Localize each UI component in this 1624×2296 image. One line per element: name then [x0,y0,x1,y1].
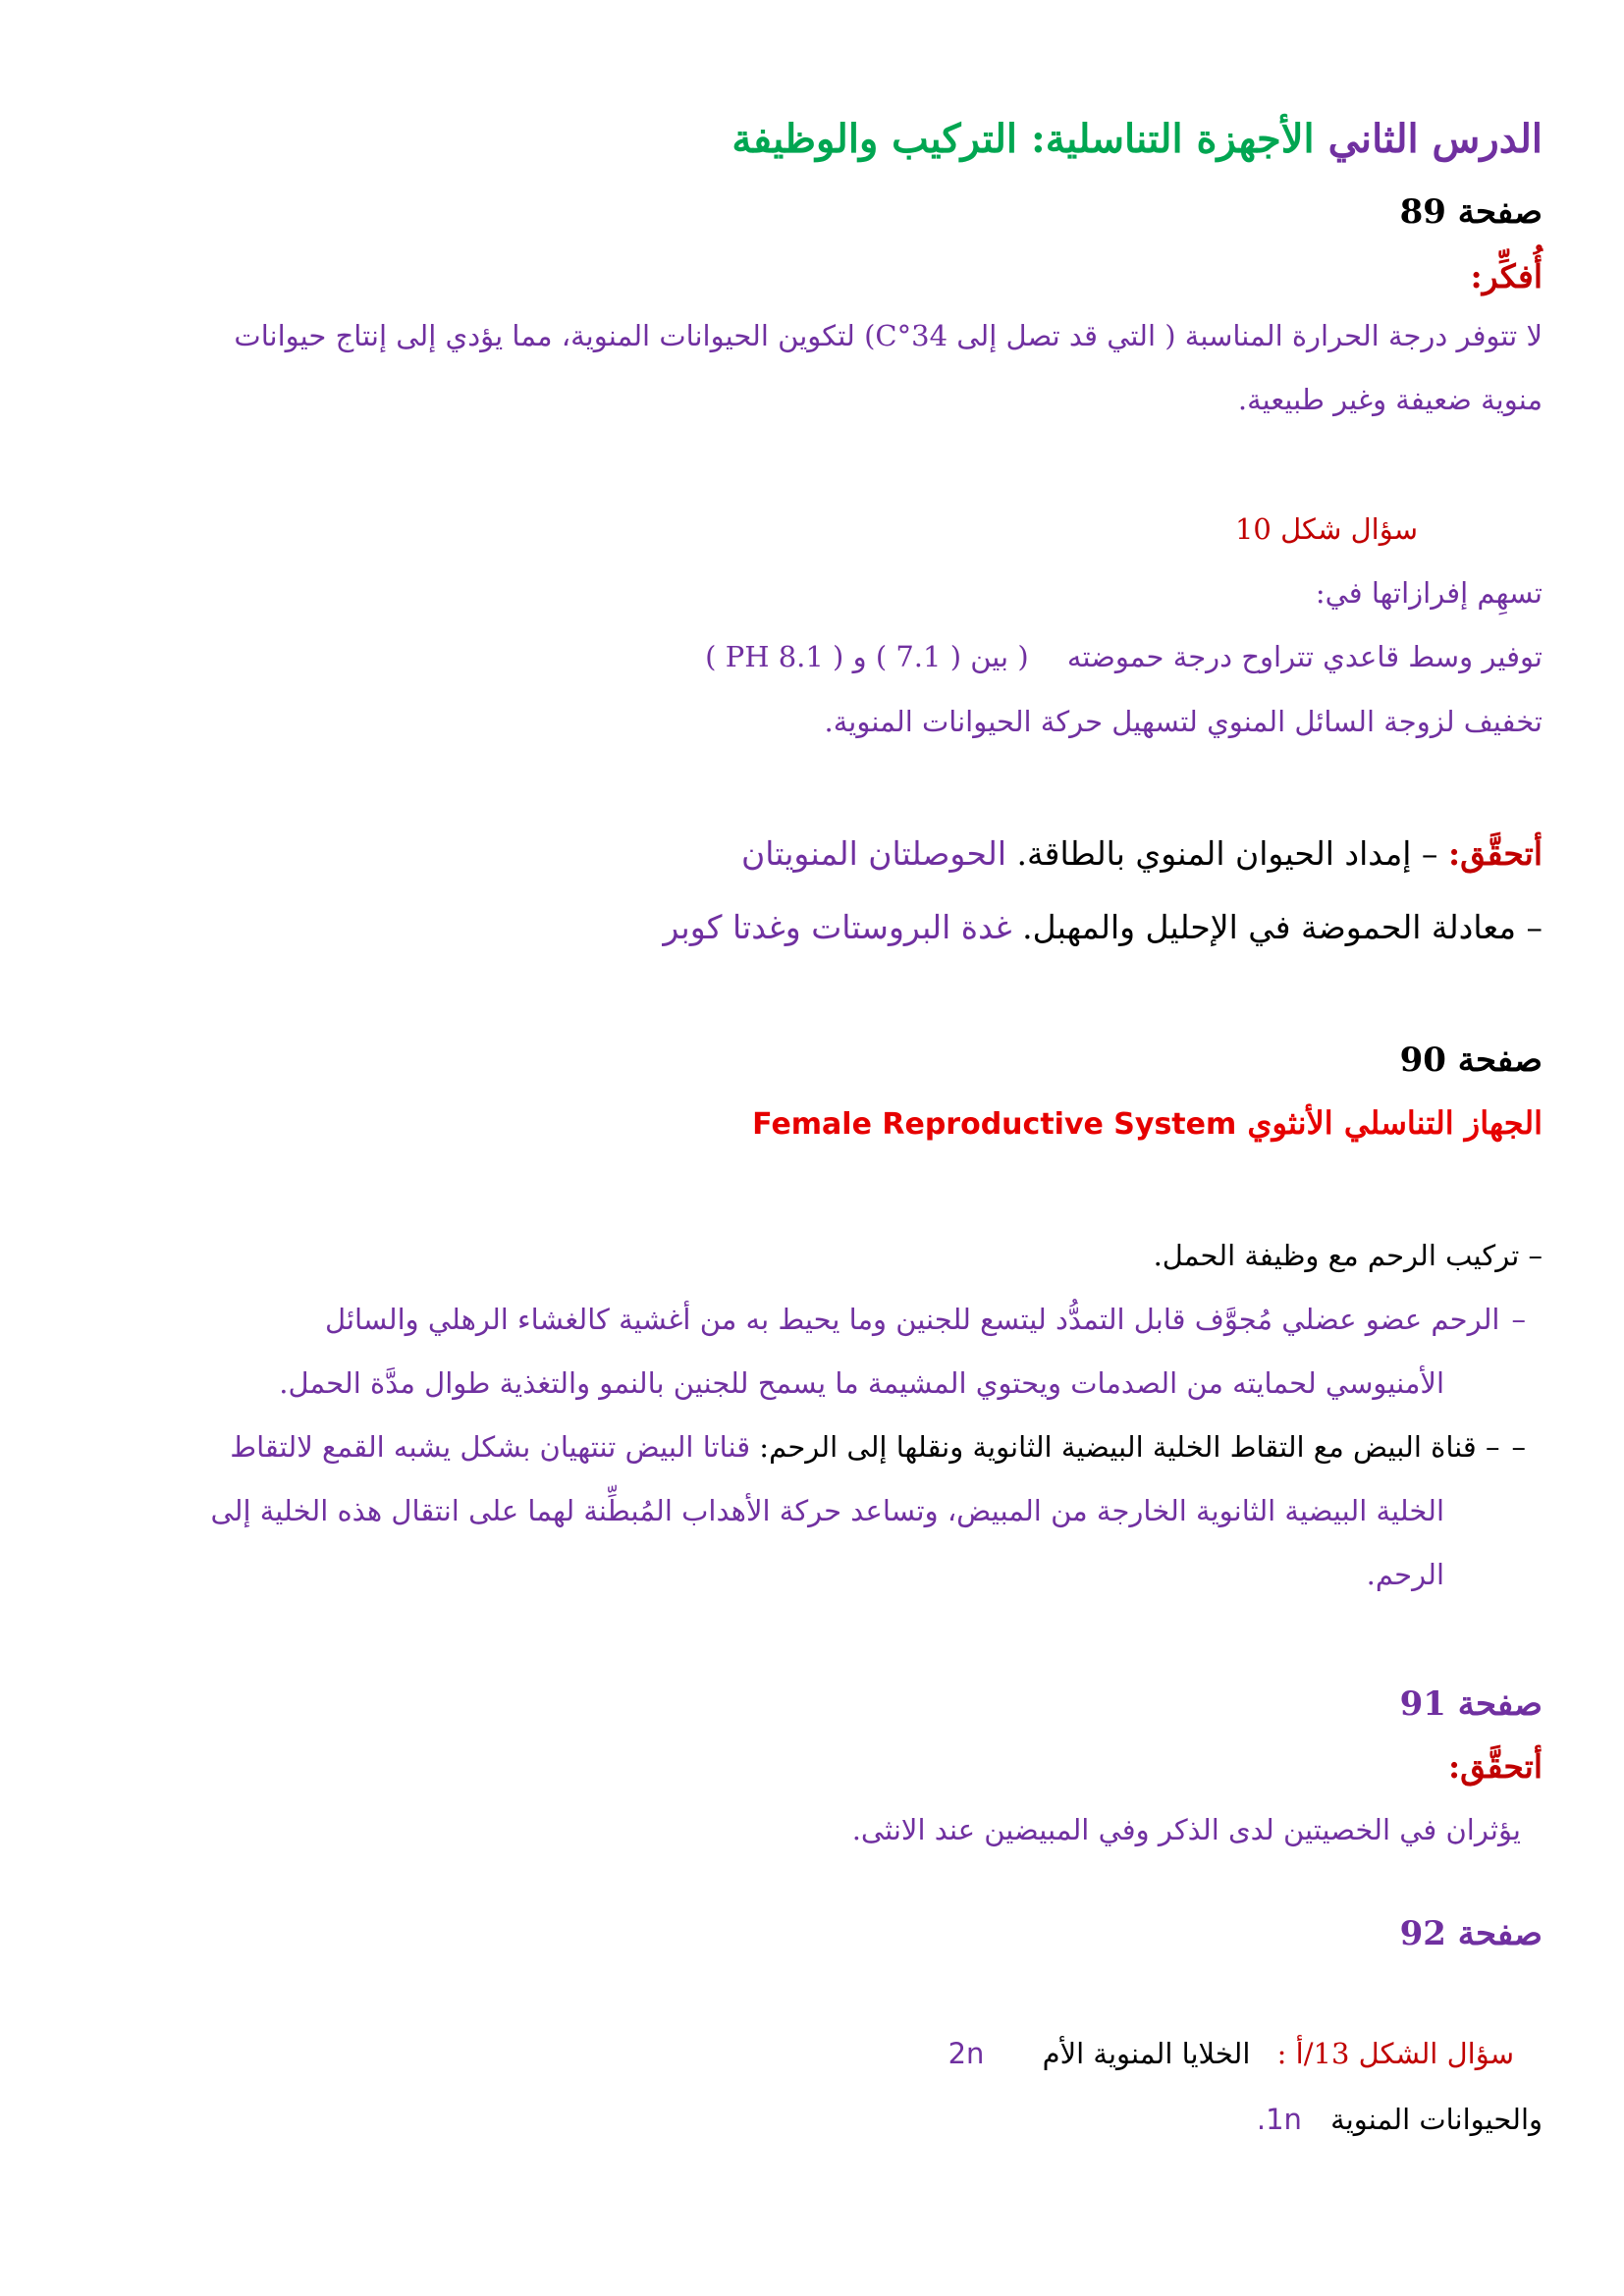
sperm-value: 1n. [1256,2103,1302,2136]
mother-cells-value: 2n [947,2037,985,2070]
uterus-answer-line2: الأمنيوسي لحمايته من الصدمات ويحتوي المشيمة ما يسمح للجنين بالنمو والتغذية طوال مدَّة الحمل. [279,1366,1444,1400]
ph-range: ( بين ( 7.1 ) و ( PH 8.1 ) [705,640,1029,673]
oviduct-row [59,1430,1526,1464]
verify-label: أتحقَّق: [1447,834,1543,873]
page-label-90: صفحة 90 [1399,1041,1543,1080]
oviduct-question: – قناة البيض مع التقاط الخلية البيضية الثانوية ونقلها إلى الرحم: [759,1430,1500,1464]
uterus-answer-line1 [81,1303,1526,1336]
verify-question-1: – إمداد الحيوان المنوي بالطاقة. [1016,834,1438,873]
sperm-label: والحيوانات المنوية [1330,2103,1543,2136]
uterus-answer-text-1: الرحم عضو عضلي مُجوَّف قابل التمدُّد ليتسع للجنين وما يحيط به من أغشية كالغشاء الرهلي والسائل [325,1303,1500,1336]
verify-question-2: – معادلة الحموضة في الإحليل والمهبل. [1022,908,1543,946]
figure-13a-row [81,2037,1514,2070]
secretions-intro: تسهِم إفرازاتها في: [1315,576,1543,610]
lesson-title [81,116,1543,162]
female-system-heading [81,1104,1543,1142]
lesson-topic: الأجهزة التناسلية: التركيب والوظيفة [731,116,1315,162]
secretion-item-1 [81,640,1543,673]
think-answer-line2: منوية ضعيفة وغير طبيعية. [1237,383,1543,416]
verify-answer-91: يؤثران في الخصيتين لدى الذكر وفي المبيضين عند الانثى. [851,1813,1521,1846]
secretion-item-2: تخفيف لزوجة السائل المنوي لتسهيل حركة الحيوانات المنوية. [824,705,1543,738]
verify-answer-1: الحوصلتان المنويتان [741,834,1006,873]
think-label: أُفكِّر: [1470,257,1543,295]
bullet-dash: – [1511,1303,1526,1336]
bullet-dash: – [1511,1430,1526,1464]
sperm-row [81,2103,1543,2136]
page-label-92: صفحة 92 [1399,1914,1543,1953]
page-label-89: صفحة 89 [1399,192,1543,232]
secretion-item-1-text: توفير وسط قاعدي تتراوح درجة حموضته [1066,640,1543,673]
verify-label-91: أتحقَّق: [1447,1747,1543,1786]
mother-cells-label: الخلايا المنوية الأم [1042,2037,1251,2070]
figure-10-question: سؤال شكل 10 [1234,512,1418,546]
verify-row-1 [81,834,1543,873]
uterus-question: – تركيب الرحم مع وظيفة الحمل. [1153,1239,1543,1272]
think-answer-line1: لا تتوفر درجة الحرارة المناسبة ( التي قد تصل إلى 34°C) لتكوين الحيوانات المنوية، مما يؤدي إلى إنتاج حيوانات [234,319,1543,352]
lesson-prefix: الدرس الثاني [1327,116,1543,162]
oviduct-answer-start: قناتا البيض تنتهيان بشكل يشبه القمع لالتقاط [230,1430,751,1464]
female-system-heading-en: Female Reproductive System [752,1107,1237,1142]
oviduct-answer-line3: الرحم. [1366,1558,1444,1591]
page-label-91: صفحة 91 [1399,1684,1543,1724]
figure-13a-question: سؤال الشكل 13/أ : [1276,2037,1514,2070]
verify-answer-2: غدة البروستات وغدتا كوبر [663,908,1012,946]
oviduct-answer-line2: الخلية البيضية الثانوية الخارجة من المبيض، وتساعد حركة الأهداب المُبطِّنة لهما على انتقال هذه الخلية إلى [210,1494,1444,1527]
verify-row-2 [81,908,1543,946]
female-system-heading-ar: الجهاز التناسلي الأنثوي [1247,1104,1543,1142]
